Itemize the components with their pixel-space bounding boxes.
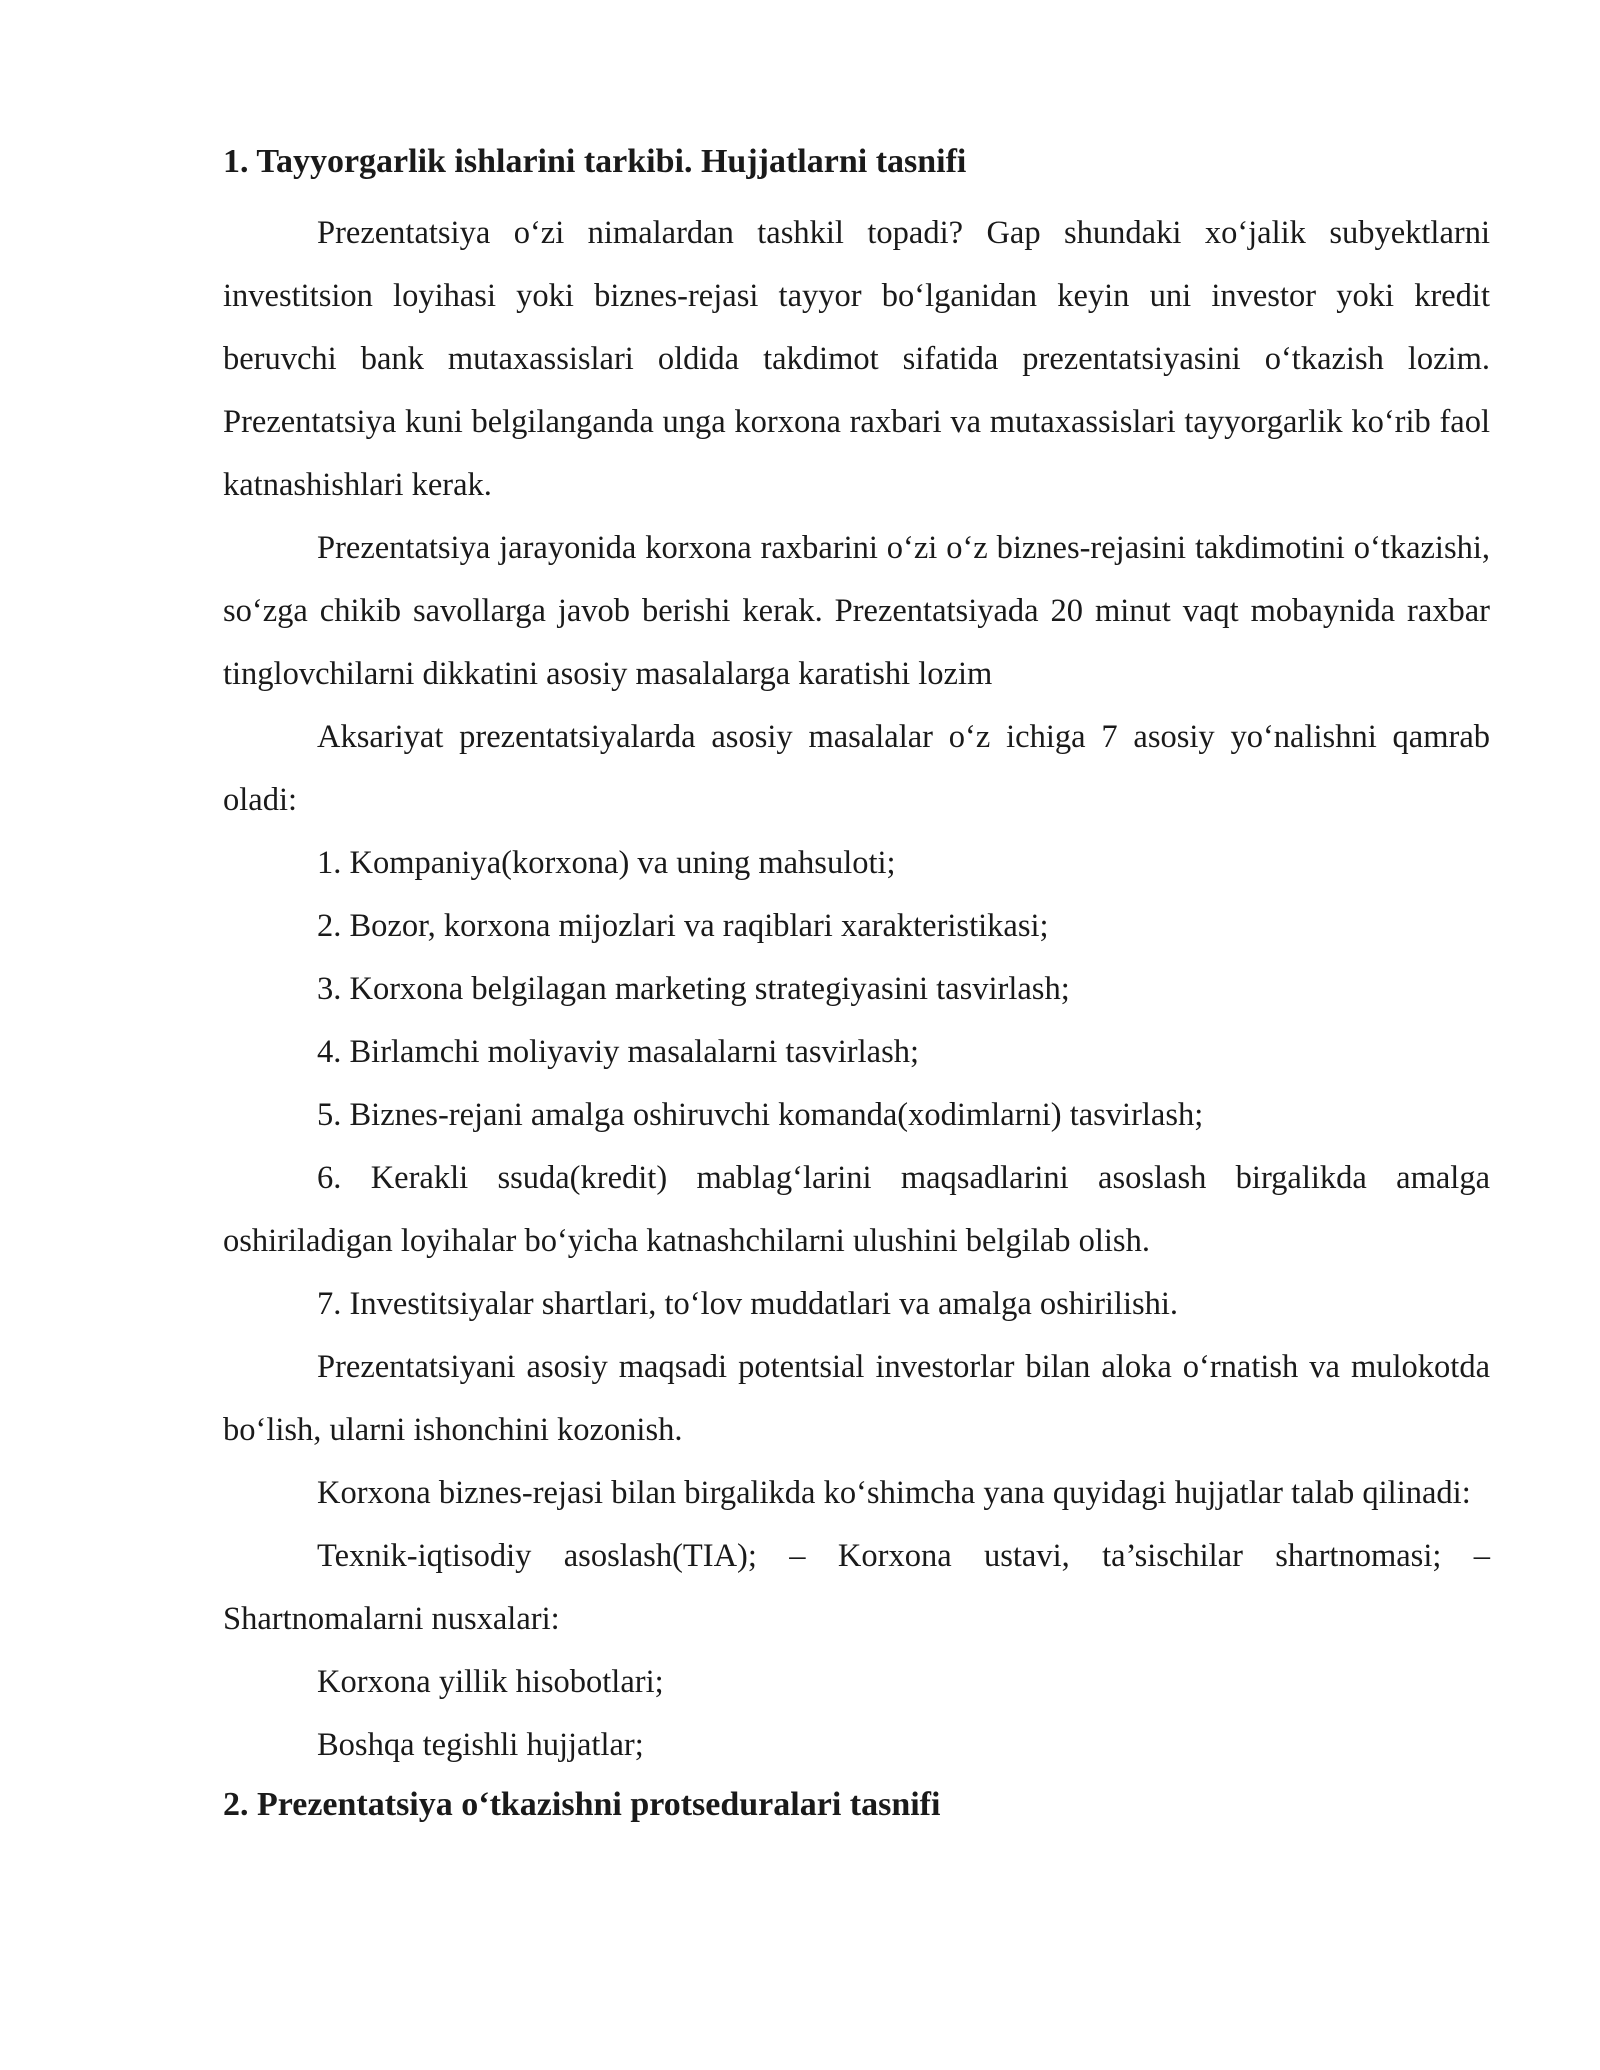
list-item-2: 2. Bozor, korxona mijozlari va raqiblari xarakteristikasi;	[317, 908, 1049, 944]
paragraph-prezentatsiya-jarayoni: Prezentatsiya jarayonida korxona raxbarini o‘zi o‘z biznes-rejasini takdimotini o‘tkazishi, so‘zga chikib savollarga javob berishi kerak. Prezentatsiyada 20 minut vaqt mobaynida raxbar tinglovchilarni dikkatini asosiy masalalarga karatishi lozim	[223, 530, 1490, 692]
section-heading-2: 2. Prezentatsiya o‘tkazishni protseduralari tasnifi	[223, 1786, 941, 1823]
list-item-7: 7. Investitsiyalar shartlari, to‘lov muddatlari va amalga oshirilishi.	[317, 1286, 1179, 1322]
section-heading-1: 1. Tayyorgarlik ishlarini tarkibi. Hujjatlarni tasnifi	[223, 143, 967, 180]
list-item-4: 4. Birlamchi moliyaviy masalalarni tasvirlash;	[317, 1034, 920, 1070]
list-item-3: 3. Korxona belgilagan marketing strategiyasini tasvirlash;	[317, 971, 1070, 1007]
paragraph-qoshimcha-hujjatlar: Korxona biznes-rejasi bilan birgalikda ko‘shimcha yana quyidagi hujjatlar talab qilinadi:	[317, 1475, 1471, 1511]
paragraph-asosiy-yonalishlar: Aksariyat prezentatsiyalarda asosiy masalalar o‘z ichiga 7 asosiy yo‘nalishni qamrab oladi:	[223, 719, 1490, 818]
paragraph-boshqa-hujjatlar: Boshqa tegishli hujjatlar;	[317, 1727, 644, 1763]
paragraph-yillik-hisobotlar: Korxona yillik hisobotlari;	[317, 1664, 664, 1700]
list-item-1: 1. Kompaniya(korxona) va uning mahsuloti;	[317, 845, 896, 881]
list-item-6: 6. Kerakli ssuda(kredit) mablag‘larini maqsadlarini asoslash birgalikda amalga oshiriladigan loyihalar bo‘yicha katnashchilarni ulushini belgilab olish.	[223, 1160, 1490, 1259]
paragraph-tia: Texnik-iqtisodiy asoslash(TIA); – Korxona ustavi, ta’sischilar shartnomasi; – Shartnomalarni nusxalari:	[223, 1538, 1490, 1637]
list-item-5: 5. Biznes-rejani amalga oshiruvchi komanda(xodimlarni) tasvirlash;	[317, 1097, 1204, 1133]
paragraph-asosiy-maqsad: Prezentatsiyani asosiy maqsadi potentsial investorlar bilan aloka o‘rnatish va mulokotda bo‘lish, ularni ishonchini kozonish.	[223, 1349, 1490, 1448]
paragraph-prezentatsiya-tarkibi: Prezentatsiya o‘zi nimalardan tashkil topadi? Gap shundaki xo‘jalik subyektlarni investitsion loyihasi yoki biznes-rejasi tayyor bo‘lganidan keyin uni investor yoki kredit beruvchi bank mutaxassislari oldida takdimot sifatida prezentatsiyasini o‘tkazish lozim. Prezentatsiya kuni belgilanganda unga korxona raxbari va mutaxassislari tayyorgarlik ko‘rib faol katnashishlari kerak.	[223, 215, 1490, 503]
document-body	[223, 140, 1490, 1827]
